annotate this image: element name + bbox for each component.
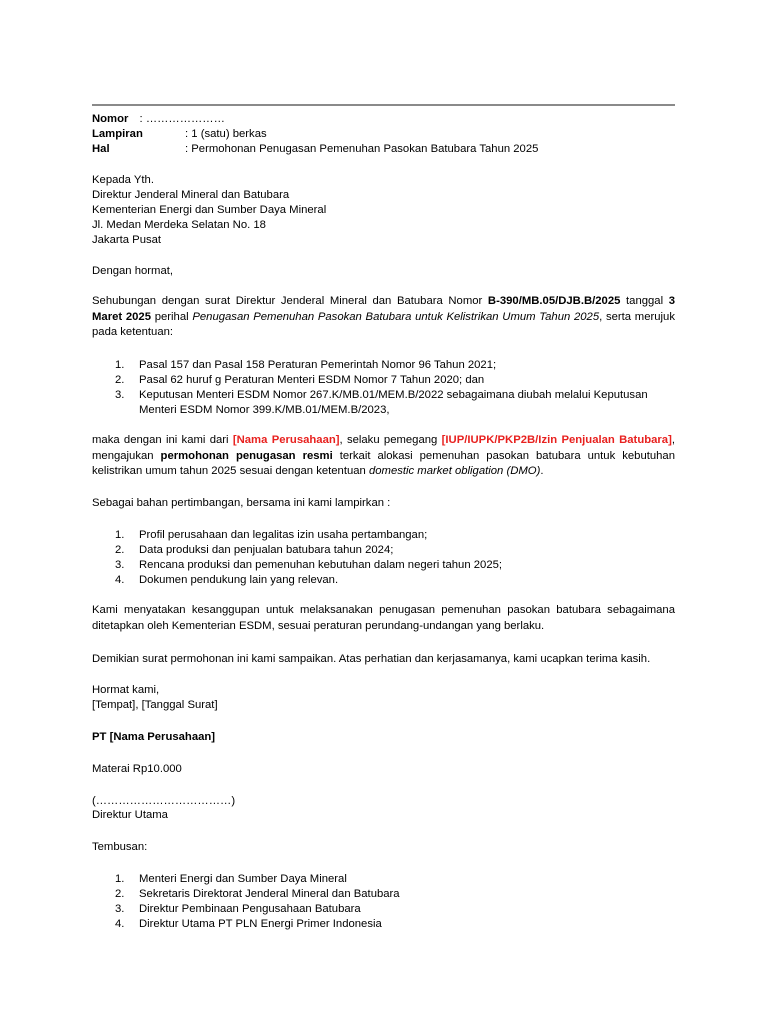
recipient-line: Direktur Jenderal Mineral dan Batubara [92,189,290,201]
list-text: Rencana produksi dan pemenuhan kebutuhan dalam negeri tahun 2025; [139,559,503,571]
list-text: Sekretaris Direktorat Jenderal Mineral dan Batubara [139,888,400,900]
place-date: [Tempat], [Tanggal Surat] [92,699,218,711]
list-text: Dokumen pendukung lain yang relevan. [139,574,339,586]
greeting: Dengan hormat, [92,265,174,277]
regards: Hormat kami, [92,684,160,696]
list-number: 2. [115,374,125,386]
request-phrase: permohonan penugasan resmi [160,449,333,462]
list-text: Keputusan Menteri ESDM Nomor 267.K/MB.01/MEM.B/2022 sebagaimana diubah melalui Keputusan [139,389,648,401]
request-paragraph [92,433,675,480]
list-number: 3. [115,559,125,571]
list-number: 1. [115,529,125,541]
list-number: 2. [115,544,125,556]
list-number: 1. [115,359,125,371]
attachments-intro: Sebagai bahan pertimbangan, bersama ini kami lampirkan : [92,497,391,509]
list-item [0,902,768,917]
lampiran-label: Lampiran [92,128,143,140]
signatory-position: Direktur Utama [92,809,168,821]
list-item [0,543,768,558]
top-rule [92,104,675,106]
list-text: Menteri Energi dan Sumber Daya Mineral [139,873,347,885]
list-item [0,373,768,388]
company-name: PT [Nama Perusahaan] [92,731,216,743]
list-item [0,558,768,573]
para1-text: , serta merujuk pada ketentuan: [92,310,675,338]
nomor-value: : ………………… [139,113,225,125]
nomor-row [92,112,225,126]
list-text: Pasal 157 dan Pasal 158 Peraturan Pemerintah Nomor 96 Tahun 2021; [139,359,497,371]
lampiran-value: : 1 (satu) berkas [185,128,267,140]
para2-text: , mengajukan [92,434,675,462]
list-item [0,528,768,543]
list-text: Menteri ESDM Nomor 399.K/MB.01/MEM.B/2023, [139,404,390,416]
recipient-line: Jl. Medan Merdeka Selatan No. 18 [92,219,266,231]
list-number: 3. [115,903,125,915]
list-text: Profil perusahaan dan legalitas izin usaha pertambangan; [139,529,428,541]
para1-text: perihal [150,310,193,323]
para2-text: , selaku pemegang [339,434,442,446]
para1-text: tanggal [620,295,669,307]
list-number: 1. [115,873,125,885]
reference-number: B-390/MB.05/DJB.B/2025 [487,295,621,307]
para1-text: Sehubungan dengan surat Direktur Jenderal Mineral dan Batubara Nomor [92,295,488,307]
list-number: 2. [115,888,125,900]
list-number: 4. [115,574,125,586]
stamp-duty: Materai Rp10.000 [92,763,182,775]
closing-paragraph: Demikian surat permohonan ini kami sampaikan. Atas perhatian dan kerjasamanya, kami ucapkan terima kasih. [92,653,651,665]
list-item [0,917,768,932]
list-number: 4. [115,918,125,930]
list-item [0,358,768,373]
list-item [0,872,768,887]
reference-subject: Penugasan Pemenuhan Pasokan Batubara untuk Kelistrikan Umum Tahun 2025 [192,310,600,323]
list-item-continuation [0,403,768,418]
para2-text: maka dengan ini kami dari [92,434,233,446]
list-item [0,887,768,902]
lampiran-row [92,127,267,141]
commitment-paragraph: Kami menyatakan kesanggupan untuk melaksanakan penugasan pemenuhan pasokan batubara sebagaimana ditetapkan oleh Kementerian ESDM, sesuai peraturan perundang-undangan yang berlaku. [92,604,675,632]
list-item [0,388,768,403]
company-placeholder: [Nama Perusahaan] [232,434,340,446]
license-placeholder: [IUP/IUPK/PKP2B/Izin Penjualan Batubara] [441,434,672,446]
list-text: Direktur Utama PT PLN Energi Primer Indonesia [139,918,382,930]
list-text: Data produksi dan penjualan batubara tahun 2024; [139,544,394,556]
list-text: Pasal 62 huruf g Peraturan Menteri ESDM Nomor 7 Tahun 2020; dan [139,374,485,386]
nomor-label: Nomor [92,113,129,125]
recipient-line: Jakarta Pusat [92,234,162,246]
list-number: 3. [115,389,125,401]
opening-paragraph [92,294,675,341]
recipient-line: Kepada Yth. [92,174,154,186]
hal-row [92,142,538,156]
hal-value: : Permohonan Penugasan Pemenuhan Pasokan Batubara Tahun 2025 [185,143,539,155]
para2-text: . [540,465,544,477]
cc-label: Tembusan: [92,841,148,853]
signature-line: (………………………………) [92,795,236,807]
hal-label: Hal [92,143,110,155]
dmo-phrase: domestic market obligation (DMO) [368,465,541,477]
list-item [0,573,768,588]
recipient-line: Kementerian Energi dan Sumber Daya Mineral [92,204,327,216]
para2-text: terkait alokasi pemenuhan pasokan batubara untuk kebutuhan kelistrikan umum tahun 2025 sesuai dengan ketentuan [92,449,675,477]
reference-date: 3 Maret 2025 [92,295,676,323]
list-text: Direktur Pembinaan Pengusahaan Batubara [139,903,361,915]
